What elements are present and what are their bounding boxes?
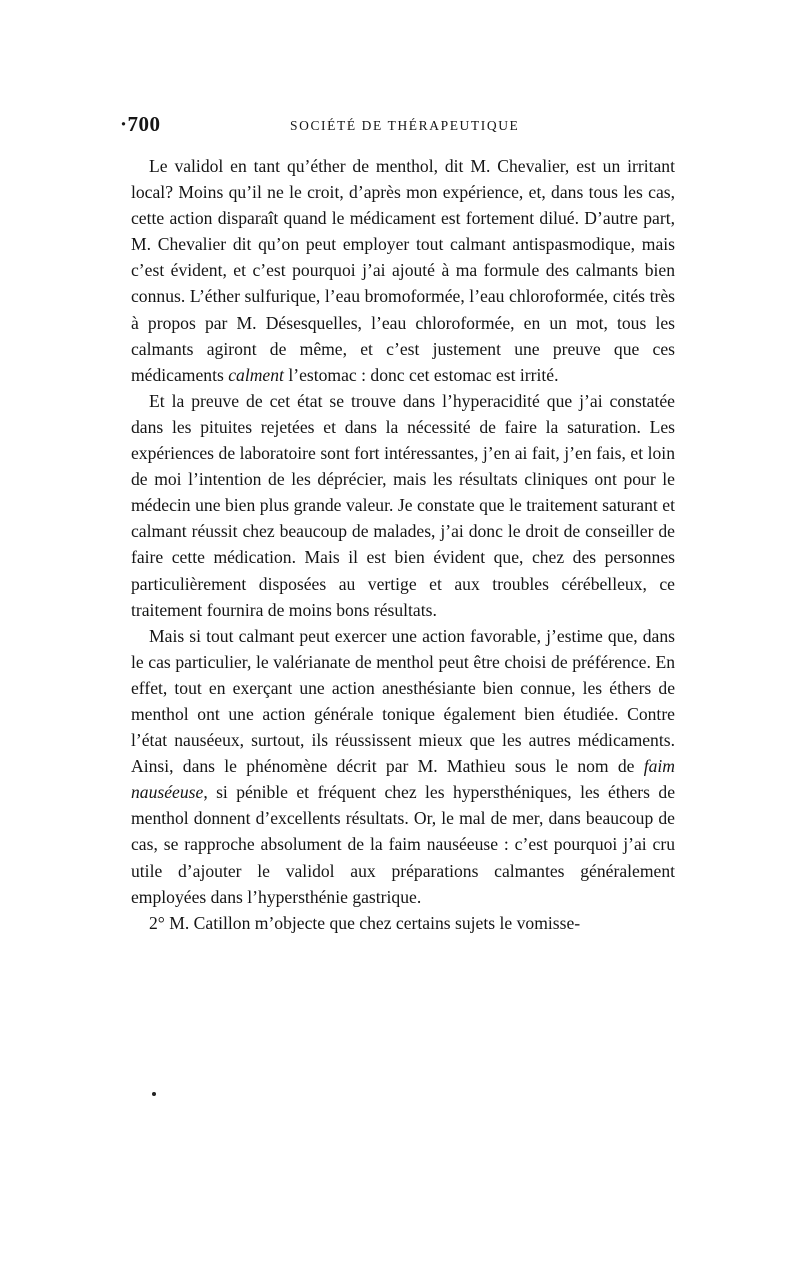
italic-term: calment: [228, 364, 284, 385]
running-title: SOCIÉTÉ DE THÉRAPEUTIQUE: [290, 118, 520, 133]
paragraph-text: 2° M. Catillon m’objecte que chez certains sujets le vomisse-: [149, 912, 581, 933]
paragraph-2: [131, 388, 675, 623]
paragraph-1: [131, 153, 675, 388]
paragraph-text: Le validol en tant qu’éther de menthol, dit M. Chevalier, est un irritant local? Moins qu’il ne le croit, d’après mon expérience, et, dans tous les cas, cette action disparaît quand le médicament est fortement dilué. D’autre part, M. Chevalier dit qu’on peut employer tout calmant antispasmodique, mais c’est évident, et c’est pourquoi j’ai ajouté à ma formule des calmants bien connus. L’éther sulfurique, l’eau bromoformée, l’eau chloroformée, cités très à propos par M. Désesquelles, l’eau chloroformée, en un mot, tous les calmants agiront de même, et c’est justement une preuve que ces médicaments: [131, 156, 675, 385]
ink-speck: [152, 1092, 156, 1096]
paragraph-text: Mais si tout calmant peut exercer une action favorable, j’estime que, dans le cas particulier, le valérianate de menthol peut être choisi de préférence. En effet, tout en exerçant une action anesthésiante bien connue, les éthers de menthol ont une action générale tonique également bien étudiée. Contre l’état nauséeux, surtout, ils réussissent mieux que les autres médicaments. Ainsi, dans le phénomène décrit par M. Mathieu sous le nom de: [131, 625, 675, 777]
paragraph-text: Et la preuve de cet état se trouve dans l’hyperacidité que j’ai constatée dans les pituites rejetées et dans la nécessité de faire la saturation. Les expériences de laboratoire sont fort intéressantes, j’en ai fait, j’en fais, et loin de moi l’intention de les déprécier, mais les résultats cliniques ont pour le médecin une bien plus grande valeur. Je constate que le traitement saturant et calmant réussit chez beaucoup de malades, j’ai donc le droit de conseiller de faire cette médication. Mais il est bien évident que, chez des personnes particulièrement disposées au vertige et aux troubles cérébelleux, ce traitement fournira de moins bons résultats.: [131, 390, 675, 620]
paragraph-3: [131, 623, 675, 910]
italic-term: faim nauséeuse: [131, 756, 675, 803]
paragraph-4: [131, 910, 675, 936]
running-head: [120, 112, 680, 142]
paragraph-text: l’estomac : donc cet estomac est irrité.: [283, 364, 559, 385]
page-number: ·700: [120, 112, 161, 136]
paragraph-text: , si pénible et fréquent chez les hypersthéniques, les éthers de menthol donnent d’excellents résultats. Or, le mal de mer, dans beaucoup de cas, se rapproche absolument de la faim nauséeuse : c’est pourquoi j’ai cru utile d’ajouter le validol aux préparations calmantes généralement employées dans l’hypersthénie gastrique.: [131, 782, 675, 907]
body-text: [131, 153, 675, 936]
